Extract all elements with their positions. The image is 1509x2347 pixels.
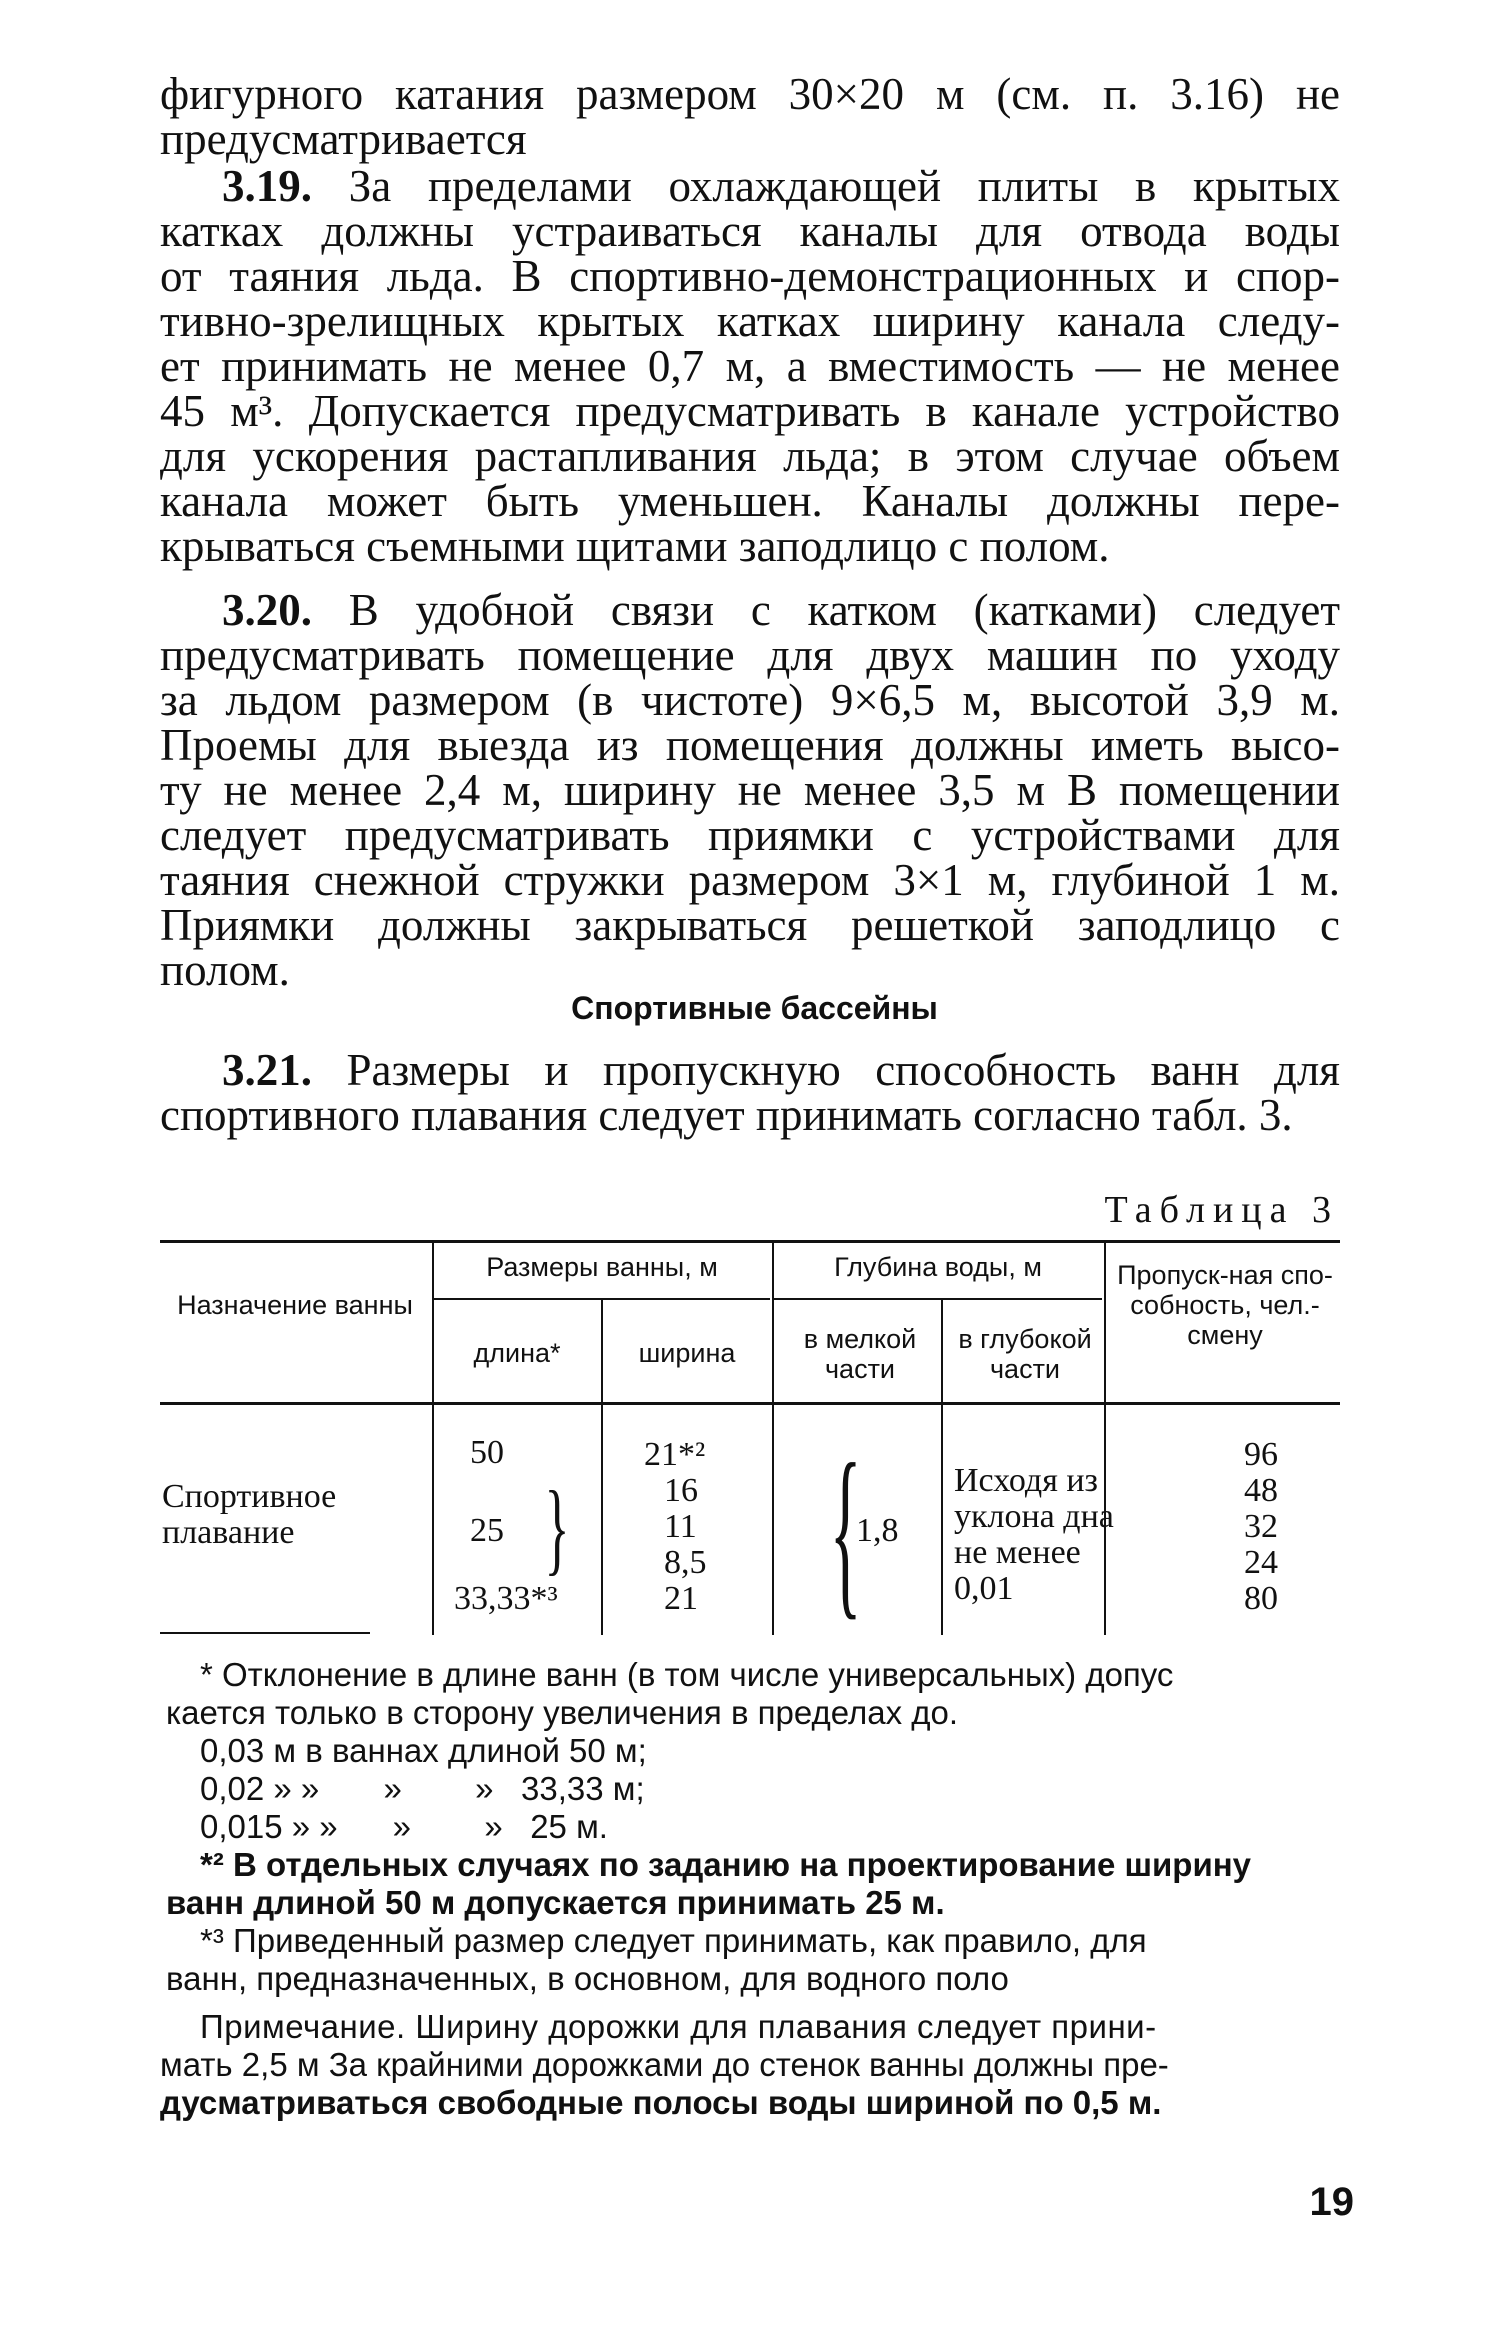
- text-line: [160, 1045, 1341, 1095]
- header-length: длина*: [473, 1338, 561, 1368]
- text-line: предусматривать помещение для двух машин по уходу: [160, 630, 1340, 680]
- text-line: за льдом размером (в чистоте) 9×6,5 м, высотой 3,9 м.: [160, 675, 1340, 725]
- paragraph-3-21: [160, 1045, 1341, 1140]
- text-line: ту не менее 2,4 м, ширину не менее 3,5 м В помещении: [160, 765, 1340, 815]
- column-divider: [601, 1298, 603, 1635]
- text-line: ет принимать не менее 0,7 м, а вместимость — не менее: [160, 341, 1340, 391]
- cell-shallow-depth: 1,8: [856, 1512, 899, 1549]
- footnote-line: кается только в сторону увеличения в пределах до.: [166, 1694, 959, 1731]
- text-line: фигурного катания размером 30×20 м (см. п. 3.16) не: [160, 69, 1340, 119]
- cell-width: 21*²: [644, 1436, 706, 1473]
- left-brace: {: [829, 1426, 862, 1636]
- table-top-rule: [160, 1240, 1340, 1243]
- cell-length: 25: [470, 1512, 504, 1549]
- table-header-rule: [160, 1402, 1340, 1405]
- text-line: предусматривается: [160, 114, 527, 164]
- column-divider: [941, 1298, 943, 1635]
- cell-capacity: 48: [1244, 1472, 1278, 1509]
- note-line: Примечание. Ширину дорожки для плавания следует прини-: [200, 2008, 1157, 2045]
- cell-width: 8,5: [664, 1544, 707, 1581]
- cell-length: 33,33*³: [454, 1580, 558, 1617]
- intro-paragraph: [160, 69, 1340, 164]
- footnote-line: ванн, предназначенных, в основном, для водного поло: [166, 1960, 1009, 1997]
- header-width: ширина: [638, 1338, 736, 1368]
- text-line: [160, 161, 1340, 211]
- note-line: мать 2,5 м За крайними дорожками до стенок ванны должны пре-: [160, 2046, 1169, 2083]
- text-line: канала может быть уменьшен. Каналы должны пере-: [160, 476, 1340, 526]
- header-subrule-depth: [774, 1298, 1102, 1300]
- text-line: таяния снежной стружки размером 3×1 м, глубиной 1 м.: [160, 855, 1340, 905]
- column-divider: [432, 1240, 434, 1635]
- right-brace: }: [544, 1470, 570, 1585]
- table-bottom-rule: [160, 1632, 370, 1634]
- header-shallow: в мелкой части: [803, 1324, 917, 1384]
- cell-width: 11: [664, 1508, 697, 1545]
- cell-deep-line: уклона дна: [954, 1498, 1114, 1535]
- text-line: 45 м³. Допускается предусматривать в канале устройство: [160, 386, 1340, 436]
- text-line: от таяния льда. В спортивно-демонстрационных и спор-: [160, 251, 1340, 301]
- text-line: для ускорения растапливания льда; в этом случае объем: [160, 431, 1340, 481]
- paragraph-3-19: [160, 161, 1340, 571]
- header-deep: в глубокой части: [958, 1324, 1092, 1384]
- footnote-line: * Отклонение в длине ванн (в том числе универсальных) допус: [200, 1656, 1174, 1693]
- text-line: тивно-зрелищных крытых катках ширину канала следу-: [160, 296, 1340, 346]
- text-line: Проемы для выезда из помещения должны иметь высо-: [160, 720, 1340, 770]
- cell-capacity: 32: [1244, 1508, 1278, 1545]
- footnote-line: *³ Приведенный размер следует принимать, как правило, для: [200, 1922, 1147, 1959]
- section-title: Спортивные бассейны: [571, 990, 938, 1026]
- cell-deep-line: не менее: [954, 1534, 1081, 1571]
- header-capacity: Пропуск-ная спо-собность, чел.-смену: [1117, 1260, 1333, 1350]
- footnote-line: 0,015 » » » » 25 м.: [200, 1808, 608, 1845]
- table-caption: Таблица 3: [1104, 1189, 1339, 1231]
- paragraph-number: 3.19.: [222, 161, 312, 211]
- header-purpose: Назначение ванны: [177, 1290, 413, 1320]
- cell-capacity: 24: [1244, 1544, 1278, 1581]
- text-line: спортивного плавания следует принимать согласно табл. 3.: [160, 1090, 1293, 1140]
- cell-width: 16: [664, 1472, 698, 1509]
- cell-capacity: 80: [1244, 1580, 1278, 1617]
- page-number: 19: [1309, 2180, 1354, 2224]
- text-line: крываться съемными щитами заподлицо с полом.: [160, 521, 1110, 571]
- paragraph-number: 3.21.: [222, 1045, 312, 1095]
- footnote-line: *² В отдельных случаях по заданию на проектирование ширину: [200, 1846, 1252, 1883]
- cell-purpose-line2: плавание: [162, 1514, 295, 1551]
- text-line: катках должны устраиваться каналы для отвода воды: [160, 206, 1340, 256]
- footnote-line: 0,02 » » » » 33,33 м;: [200, 1770, 645, 1807]
- cell-purpose-line1: Спортивное: [162, 1478, 337, 1515]
- text-line: следует предусматривать приямки с устройствами для: [160, 810, 1340, 860]
- cell-deep-line: 0,01: [954, 1570, 1014, 1607]
- column-divider: [1104, 1240, 1106, 1635]
- footnote-line: ванн длиной 50 м допускается принимать 25 м.: [166, 1884, 945, 1921]
- paragraph-number: 3.20.: [222, 585, 312, 635]
- cell-capacity: 96: [1244, 1436, 1278, 1473]
- text-fragment: Размеры и пропускную способность ванн для: [346, 1045, 1341, 1095]
- text-line: Приямки должны закрываться решеткой заподлицо с: [160, 900, 1340, 950]
- text-line: [160, 585, 1340, 635]
- text-line: полом.: [160, 945, 290, 995]
- text-fragment: За пределами охлаждающей плиты в крытых: [348, 161, 1340, 211]
- cell-length: 50: [470, 1434, 504, 1471]
- column-divider: [772, 1240, 774, 1635]
- table-3: [160, 1240, 1340, 1635]
- footnote-line: 0,03 м в ваннах длиной 50 м;: [200, 1732, 647, 1769]
- cell-deep-line: Исходя из: [954, 1462, 1098, 1499]
- paragraph-3-20: [160, 585, 1340, 995]
- note-line: дусматриваться свободные полосы воды шириной по 0,5 м.: [160, 2084, 1162, 2121]
- text-fragment: В удобной связи с катком (катками) следует: [348, 585, 1340, 635]
- header-depth: Глубина воды, м: [834, 1252, 1042, 1282]
- header-dimensions: Размеры ванны, м: [486, 1252, 718, 1282]
- cell-width: 21: [664, 1580, 698, 1617]
